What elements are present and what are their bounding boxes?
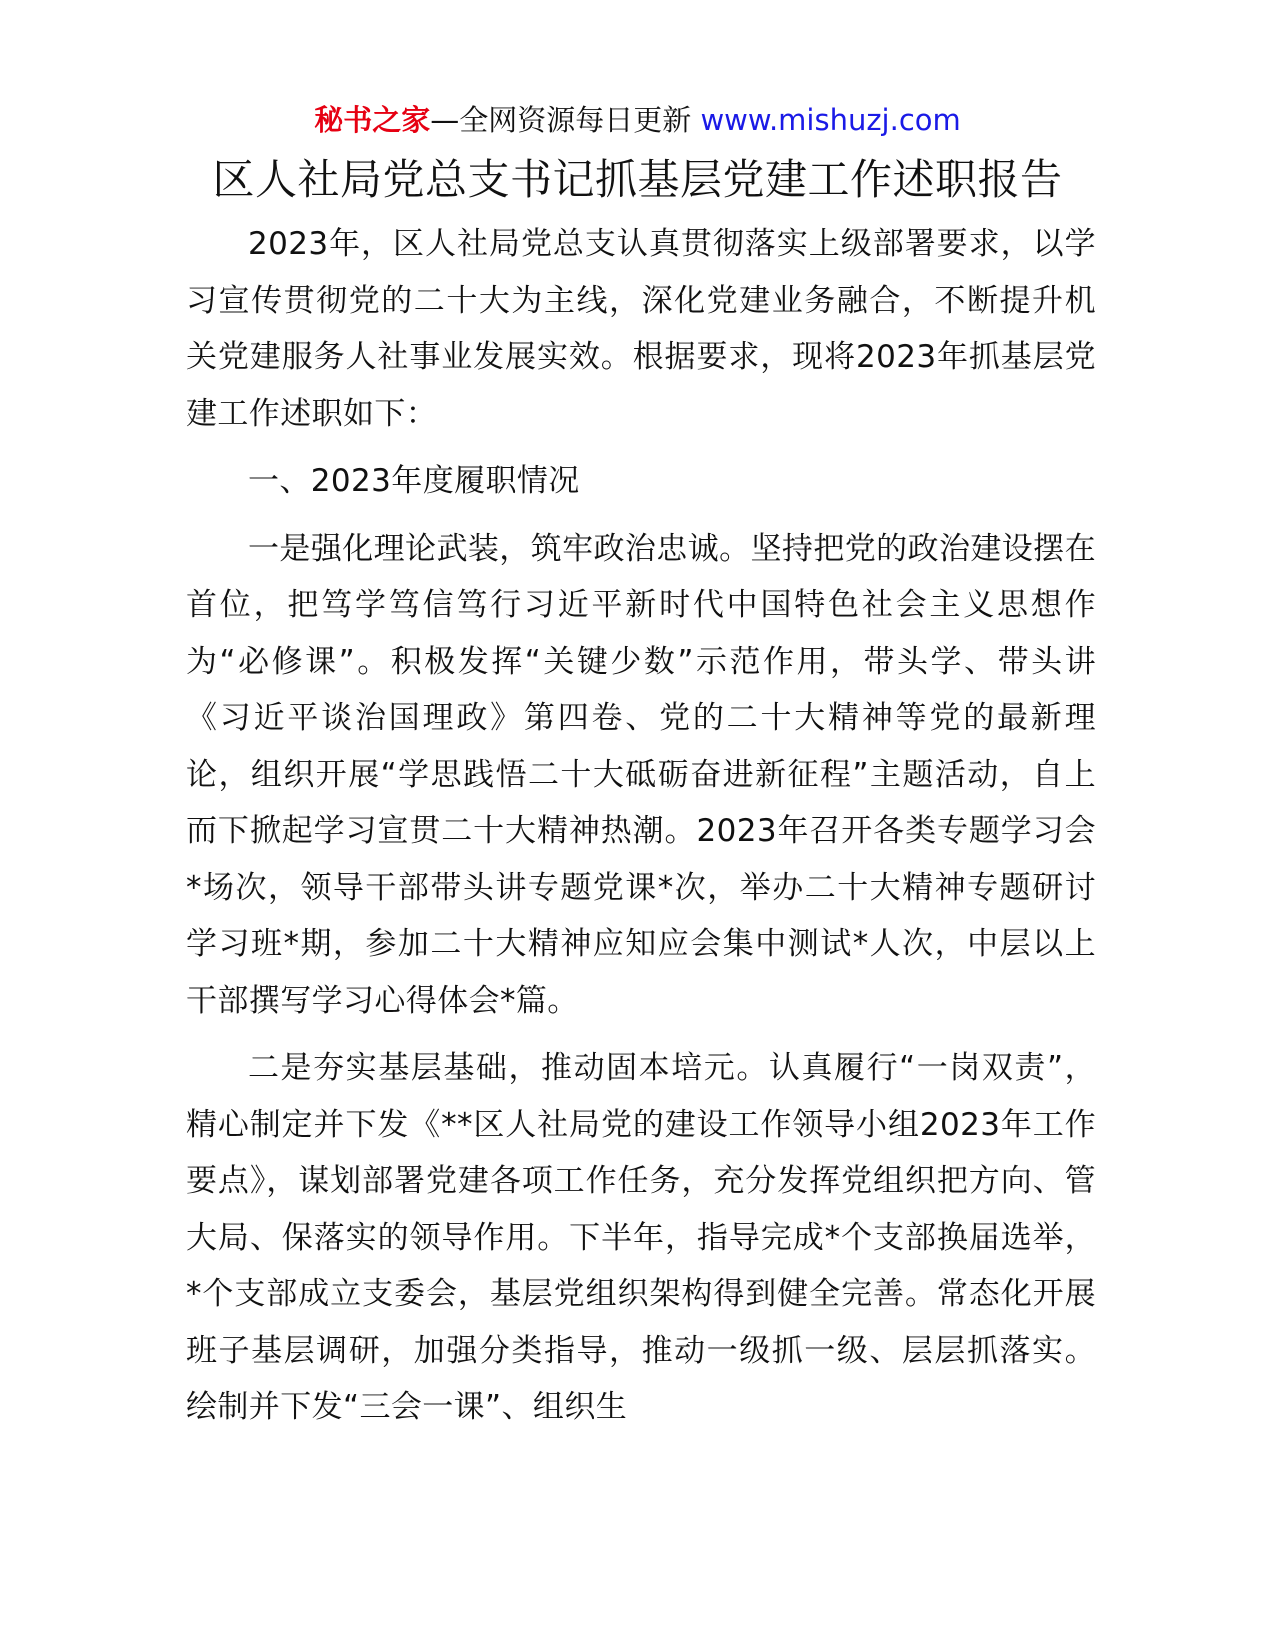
document-title: 区人社局党总支书记抓基层党建工作述职报告 [212, 155, 1063, 204]
paragraph-theory: 一是强化理论武装，筑牢政治忠诚。坚持把党的政治建设摆在首位，把笃学笃信笃行习近平新时代中国特色社会主义思想作为“必修课”。积极发挥“关键少数”示范作用，带头学、带头讲《习近平谈治国理政》第四卷、党的二十大精神等党的最新理论，组织开展“学思践悟二十大砥砺奋进新征程”主题活动，自上而下掀起学习宣贯二十大精神热潮。2023年召开各类专题学习会*场次，领导干部带头讲专题党课*次，举办二十大精神专题研讨学习班*期，参加二十大精神应知应会集中测试*人次，中层以上干部撰写学习心得体会*篇。 [186, 530, 1096, 1019]
document-body [186, 216, 1096, 1447]
site-url: www.mishuzj.com [700, 103, 961, 137]
section-heading: 一、2023年度履职情况 [248, 463, 580, 499]
paragraph-foundation: 二是夯实基层基础，推动固本培元。认真履行“一岗双责”，精心制定并下发《**区人社局党的建设工作领导小组2023年工作要点》，谋划部署党建各项工作任务，充分发挥党组织把方向、管大局、保落实的领导作用。下半年，指导完成*个支部换届选举，*个支部成立支委会，基层党组织架构得到健全完善。常态化开展班子基层调研，加强分类指导，推动一级抓一级、层层抓落实。绘制并下发“三会一课”、组织生 [186, 1050, 1096, 1425]
site-slogan: —全网资源每日更新 [430, 103, 701, 137]
site-header [0, 100, 1275, 140]
paragraph-intro: 2023年，区人社局党总支认真贯彻落实上级部署要求，以学习宣传贯彻党的二十大为主线，深化党建业务融合，不断提升机关党建服务人社事业发展实效。根据要求，现将2023年抓基层党建工作述职如下： [186, 226, 1096, 432]
site-brand: 秘书之家 [314, 103, 431, 137]
